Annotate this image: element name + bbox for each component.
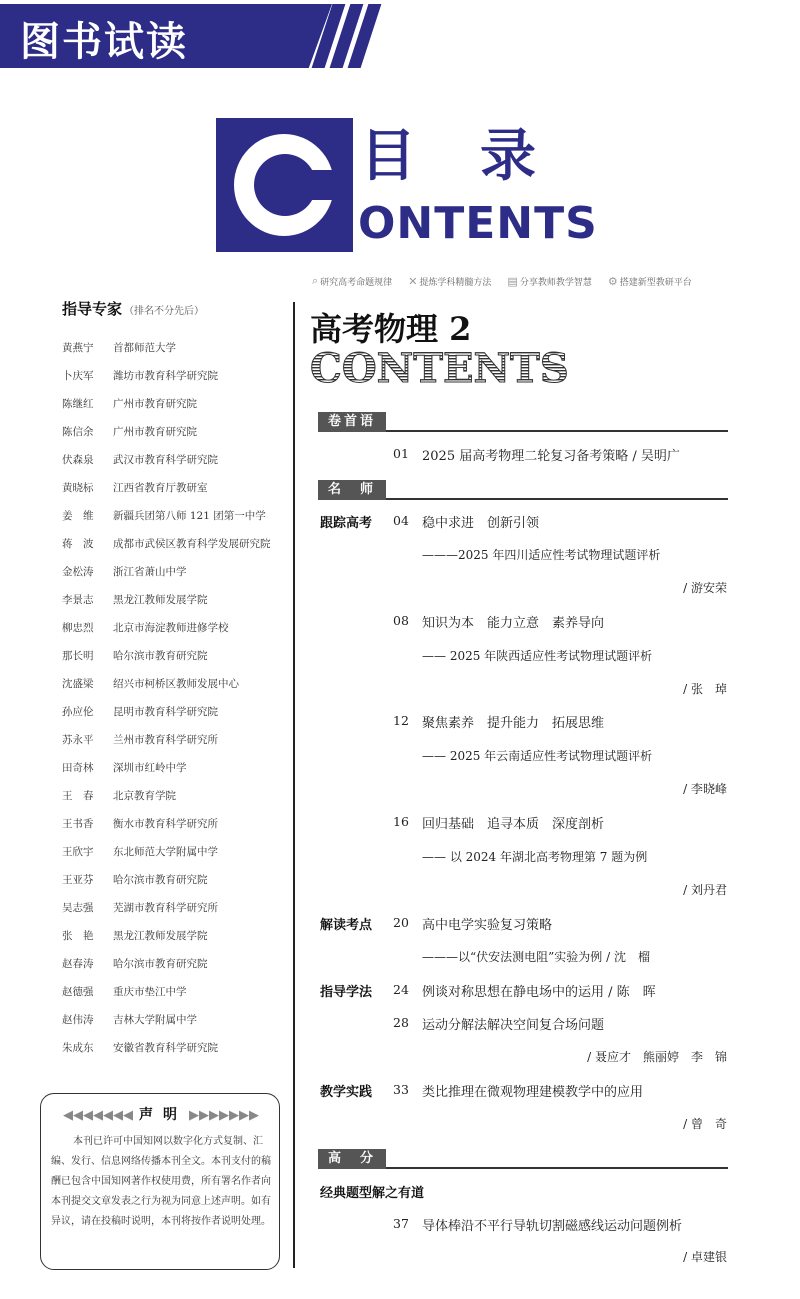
expert-row <box>62 956 208 971</box>
expert-row <box>62 844 218 859</box>
expert-name: 那长明 <box>62 650 94 662</box>
expert-row <box>62 872 208 887</box>
toc-entry-author: / 聂应才 熊丽婷 李 锦 <box>587 1050 727 1064</box>
expert-name: 陈信余 <box>62 426 94 438</box>
expert-organization: 哈尔滨市教育研究院 <box>113 958 208 970</box>
toc-entry-subtitle: —— 2025 年陕西适应性考试物理试题评析 <box>422 649 653 663</box>
toc-entry-subtitle: ———2025 年四川适应性考试物理试题评析 <box>422 548 661 562</box>
expert-name: 李景志 <box>62 594 94 606</box>
expert-organization: 北京教育学院 <box>113 790 176 802</box>
expert-name: 田奇林 <box>62 762 94 774</box>
toc-entry-author: / 李晓峰 <box>683 782 727 796</box>
expert-row <box>62 368 218 383</box>
expert-organization: 北京市海淀教师进修学校 <box>113 622 229 634</box>
toc-entry-title[interactable]: 导体棒沿不平行导轨切割磁感线运动问题例析 <box>422 1219 683 1234</box>
header-banner <box>0 0 800 74</box>
expert-row <box>62 760 187 775</box>
toc-page-number: 28 <box>393 1015 409 1030</box>
expert-name: 黄燕宁 <box>62 342 94 354</box>
toc-page-number: 01 <box>393 446 409 461</box>
expert-row <box>62 340 176 355</box>
toc-entry-title[interactable]: 稳中求进 创新引领 <box>422 516 540 531</box>
expert-organization: 首都师范大学 <box>113 342 176 354</box>
expert-name: 卜庆军 <box>62 370 94 382</box>
expert-name: 伏森泉 <box>62 454 94 466</box>
toc-entry-author: / 游安荣 <box>683 581 727 595</box>
expert-row <box>62 424 197 439</box>
statement-box <box>40 1093 280 1270</box>
svg-text:CONTENTS: CONTENTS <box>310 346 569 390</box>
toc-category: 跟踪高考 <box>320 516 373 531</box>
document-icon: ▤ <box>507 274 518 288</box>
right-arrows-icon: ▶▶▶▶▶▶▶ <box>189 1108 259 1123</box>
toc-entry-author: / 曾 奇 <box>683 1117 727 1131</box>
expert-organization: 芜湖市教育科学研究所 <box>113 902 218 914</box>
toc-entry-title[interactable]: 2025 届高考物理二轮复习备考策略 / 吴明广 <box>422 449 680 464</box>
statement-title: 声明 <box>139 1107 187 1123</box>
expert-organization: 吉林大学附属中学 <box>113 1014 197 1026</box>
expert-name: 沈盛梁 <box>62 678 94 690</box>
expert-row <box>62 536 271 551</box>
contents-heading-english: ONTENTS <box>358 198 598 249</box>
experts-heading: 指导专家 （排名不分先后） <box>62 300 205 318</box>
expert-organization: 安徽省教育科学研究院 <box>113 1042 218 1054</box>
toc-page-number: 04 <box>393 513 409 528</box>
expert-row <box>62 508 266 523</box>
expert-row <box>62 620 229 635</box>
expert-row <box>62 732 218 747</box>
expert-name: 姜 维 <box>62 510 94 522</box>
experts-panel <box>62 298 287 1054</box>
expert-organization: 重庆市垫江中学 <box>113 986 187 998</box>
expert-name: 苏永平 <box>62 734 94 746</box>
tagline-item <box>608 274 692 288</box>
expert-name: 张 艳 <box>62 930 94 942</box>
toc-entry-title[interactable]: 回归基础 追寻本质 深度剖析 <box>422 817 605 832</box>
expert-name: 黄晓标 <box>62 482 94 494</box>
expert-row <box>62 480 208 495</box>
expert-row <box>62 676 239 691</box>
section-bar-teachers <box>318 480 728 500</box>
expert-organization: 江西省教育厅教研室 <box>113 482 208 494</box>
gear-icon: ⚙ <box>607 274 618 288</box>
section-label: 高 分 <box>318 1149 386 1169</box>
toc-page-number: 12 <box>393 713 409 728</box>
expert-name: 王书香 <box>62 818 94 830</box>
experts-note: （排名不分先后） <box>124 306 205 317</box>
contents-heading-chinese: 目录 <box>360 124 600 189</box>
expert-row <box>62 1012 197 1027</box>
expert-organization: 潍坊市教育科学研究院 <box>113 370 218 382</box>
expert-organization: 广州市教育研究院 <box>113 426 197 438</box>
toc-entry-title[interactable]: 聚焦素养 提升能力 拓展思维 <box>422 716 605 731</box>
toc-entry-author: / 张 琸 <box>683 682 727 696</box>
expert-name: 赵伟涛 <box>62 1014 94 1026</box>
toc-entry-subtitle: —— 2025 年云南适应性考试物理试题评析 <box>422 749 653 763</box>
expert-name: 吴志强 <box>62 902 94 914</box>
toc-entry-title[interactable]: 运动分解法解决空间复合场问题 <box>422 1018 605 1033</box>
expert-row <box>62 900 218 915</box>
expert-row <box>62 564 187 579</box>
statement-body: 本刊已许可中国知网以数字化方式复制、汇编、发行、信息网络传播本刊全文。本刊支付的稿酬已包含中国知网著作权使用费，所有署名作者向本刊提交文章发表之行为视为同意上述声明。如有异议，请在投稿时说明，本刊将按作者说明处理。 <box>51 1136 271 1227</box>
toc-entry-title[interactable]: 知识为本 能力立意 素养导向 <box>422 616 605 631</box>
toc-entry-subtitle: ———以“伏安法测电阻”实验为例 / 沈 榴 <box>422 950 650 964</box>
expert-row <box>62 452 218 467</box>
toc-entry-subtitle: —— 以 2024 年湖北高考物理第 7 题为例 <box>422 850 648 864</box>
expert-organization: 东北师范大学附属中学 <box>113 846 218 858</box>
expert-row <box>62 592 208 607</box>
section-label: 名 师 <box>318 480 386 500</box>
expert-name: 王 春 <box>62 790 94 802</box>
magazine-title: 高考物理 2 <box>310 310 472 348</box>
expert-organization: 浙江省萧山中学 <box>113 566 187 578</box>
expert-row <box>62 788 176 803</box>
toc-page-number: 16 <box>393 814 409 829</box>
toc-page-number: 08 <box>393 613 409 628</box>
tagline-text: 提炼学科精髓方法 <box>419 277 492 288</box>
expert-organization: 昆明市教育科学研究院 <box>113 706 218 718</box>
tagline-item <box>408 274 491 288</box>
magnifier-icon: ⌕ <box>312 274 319 287</box>
toc-entry-title[interactable]: 例谈对称思想在静电场中的运用 / 陈 晖 <box>422 985 656 1000</box>
expert-organization: 兰州市教育科学研究所 <box>113 734 218 746</box>
toc-category: 教学实践 <box>320 1085 373 1100</box>
section-bar-preface <box>318 412 728 432</box>
expert-row <box>62 704 218 719</box>
toc-category: 经典题型解之有道 <box>320 1186 425 1201</box>
expert-organization: 深圳市红岭中学 <box>113 762 187 774</box>
expert-name: 蒋 波 <box>62 538 94 550</box>
expert-organization: 衡水市教育科学研究所 <box>113 818 218 830</box>
toc-entry-author: / 刘丹君 <box>683 883 727 897</box>
expert-name: 陈继红 <box>62 398 94 410</box>
tagline-text: 研究高考命题规律 <box>320 277 393 288</box>
tools-icon: ✕ <box>408 274 418 288</box>
contents-outline-word <box>310 346 570 390</box>
expert-name: 孙应伦 <box>62 706 94 718</box>
tagline-text: 搭建新型教研平台 <box>619 277 692 288</box>
toc-category: 指导学法 <box>320 985 373 1000</box>
column-divider <box>293 302 295 1268</box>
expert-organization: 哈尔滨市教育研究院 <box>113 874 208 886</box>
expert-organization: 黑龙江教师发展学院 <box>113 594 208 606</box>
section-label: 卷首语 <box>318 412 386 432</box>
statement-heading <box>49 1104 273 1124</box>
toc-page-number: 37 <box>393 1216 409 1231</box>
expert-organization: 武汉市教育科学研究院 <box>113 454 218 466</box>
toc-page-number: 24 <box>393 982 409 997</box>
expert-name: 金松涛 <box>62 566 94 578</box>
expert-name: 柳忠烈 <box>62 622 94 634</box>
expert-organization: 绍兴市柯桥区教师发展中心 <box>113 678 239 690</box>
expert-organization: 哈尔滨市教育研究院 <box>113 650 208 662</box>
tagline-item <box>507 274 591 288</box>
expert-row <box>62 648 208 663</box>
toc-page-number: 20 <box>393 915 409 930</box>
expert-organization: 广州市教育研究院 <box>113 398 197 410</box>
expert-name: 王欣宇 <box>62 846 94 858</box>
toc-page-number: 33 <box>393 1082 409 1097</box>
toc-category: 解读考点 <box>320 918 373 933</box>
expert-name: 王亚芬 <box>62 874 94 886</box>
expert-row <box>62 928 208 943</box>
expert-name: 赵德强 <box>62 986 94 998</box>
tagline-row <box>312 274 732 288</box>
expert-organization: 成都市武侯区教育科学发展研究院 <box>113 538 271 550</box>
left-arrows-icon: ◀◀◀◀◀◀◀ <box>63 1108 133 1123</box>
expert-name: 赵春涛 <box>62 958 94 970</box>
toc-entry-author: / 卓建银 <box>683 1250 727 1264</box>
section-bar-high-score <box>318 1149 728 1169</box>
expert-organization: 黑龙江教师发展学院 <box>113 930 208 942</box>
expert-row <box>62 816 218 831</box>
toc-entry-title[interactable]: 类比推理在微观物理建模教学中的应用 <box>422 1085 644 1100</box>
tagline-text: 分享教师教学智慧 <box>519 277 592 288</box>
expert-row <box>62 984 187 999</box>
expert-row <box>62 1040 218 1055</box>
expert-organization: 新疆兵团第八师 121 团第一中学 <box>113 510 266 522</box>
toc-entry-title[interactable]: 高中电学实验复习策略 <box>422 918 553 933</box>
expert-row <box>62 396 197 411</box>
banner-title: 图书试读 <box>20 19 188 65</box>
expert-name: 朱成东 <box>62 1042 94 1054</box>
tagline-item <box>312 274 392 288</box>
contents-c-logo <box>216 118 353 252</box>
